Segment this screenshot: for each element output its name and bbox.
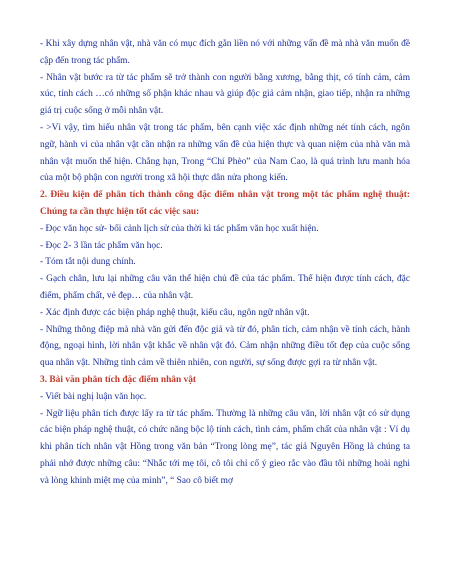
paragraph-source-material: - Ngữ liệu phân tích được lấy ra từ tác phẩm. Thường là những câu văn, lời nhân vật có sử dụng các biện pháp nghệ thuật, có chức năng bộc lộ tính cách, tình cảm, phẩm chất của nhân vật : Ví dụ khi phân tích nhân vật Hồng trong văn bản “Trong lòng mẹ”, tác giả Nguyên Hồng là chúng ta phải nhớ được những câu: “Nhắc tới mẹ tôi, cô tôi chỉ cố ý gieo rắc vào đầu tôi những hoài nghi và lòng khinh miệt mẹ của mình”, “ Sao cô biết mợ (40, 408, 410, 486)
list-item-summary: - Tóm tắt nội dung chính. (40, 257, 136, 268)
list-item-art-techniques: - Xác định được các biện pháp nghệ thuật, kiểu câu, ngôn ngữ nhân vật. (40, 307, 310, 318)
list-item-underline: - Gạch chân, lưu lại những câu văn thể hiện chủ đề của tác phẩm. Thể hiện được tính cách, đặc điểm, phẩm chất, vẻ đẹp… của nhân vật. (40, 274, 410, 301)
section-heading-3: 3. Bài văn phân tích đặc điểm nhân vật (40, 374, 197, 385)
paragraph-character-life: - Nhân vật bước ra từ tác phẩm sẽ trở thành con người bằng xương, bằng thịt, có tính cảm, cảm xúc, tính cách …có những số phận khác nhau và giúp độc giả cảm nhận, giao tiếp, nhận ra những giá trị cuộc sống ở mỗi nhân vật. (40, 72, 410, 117)
list-item-read-work: - Đọc 2- 3 lần tác phẩm văn học. (40, 240, 163, 251)
list-item-write-essay: - Viết bài nghị luận văn học. (40, 391, 147, 402)
list-item-literary-history: - Đọc văn học sử- bối cảnh lịch sử của thời kì tác phẩm văn học xuất hiện. (40, 223, 319, 234)
list-item-messages: - Những thông điệp mà nhà văn gửi đến độc giả và từ đó, phân tích, cảm nhận về tính cách, hành động, ngoại hình, lời nhân vật khắc về nhân vật đó. Cảm nhận những điều tốt đẹp của cuộc sống qua nhân vật. Những tình cảm về thiên nhiên, con người, sự sống được gợi ra từ nhân vật. (40, 324, 410, 369)
section-heading-2: 2. Điều kiện để phân tích thành công đặc điểm nhân vật trong một tác phẩm nghệ thuật: Chúng ta cần thực hiện tốt các việc sau: (40, 190, 410, 217)
paragraph-purpose: - Khi xây dựng nhân vật, nhà văn có mục đích gắn liền nó với những vấn đề mà nhà văn muốn đề cập đến trong tác phẩm. (40, 39, 410, 66)
paragraph-therefore: - >Vì vậy, tìm hiểu nhân vật trong tác phẩm, bên cạnh việc xác định những nét tính cách, ngôn ngữ, hành vi của nhân vật cần nhận ra những vấn đề của hiện thực và quan niệm của nhà văn mà nhân vật muốn thể hiện. Chẳng hạn, Trong “Chí Phèo” của Nam Cao, là quá trình lưu manh hóa của một bộ phận con người trong xã hội thực dân nửa phong kiến. (40, 122, 410, 184)
